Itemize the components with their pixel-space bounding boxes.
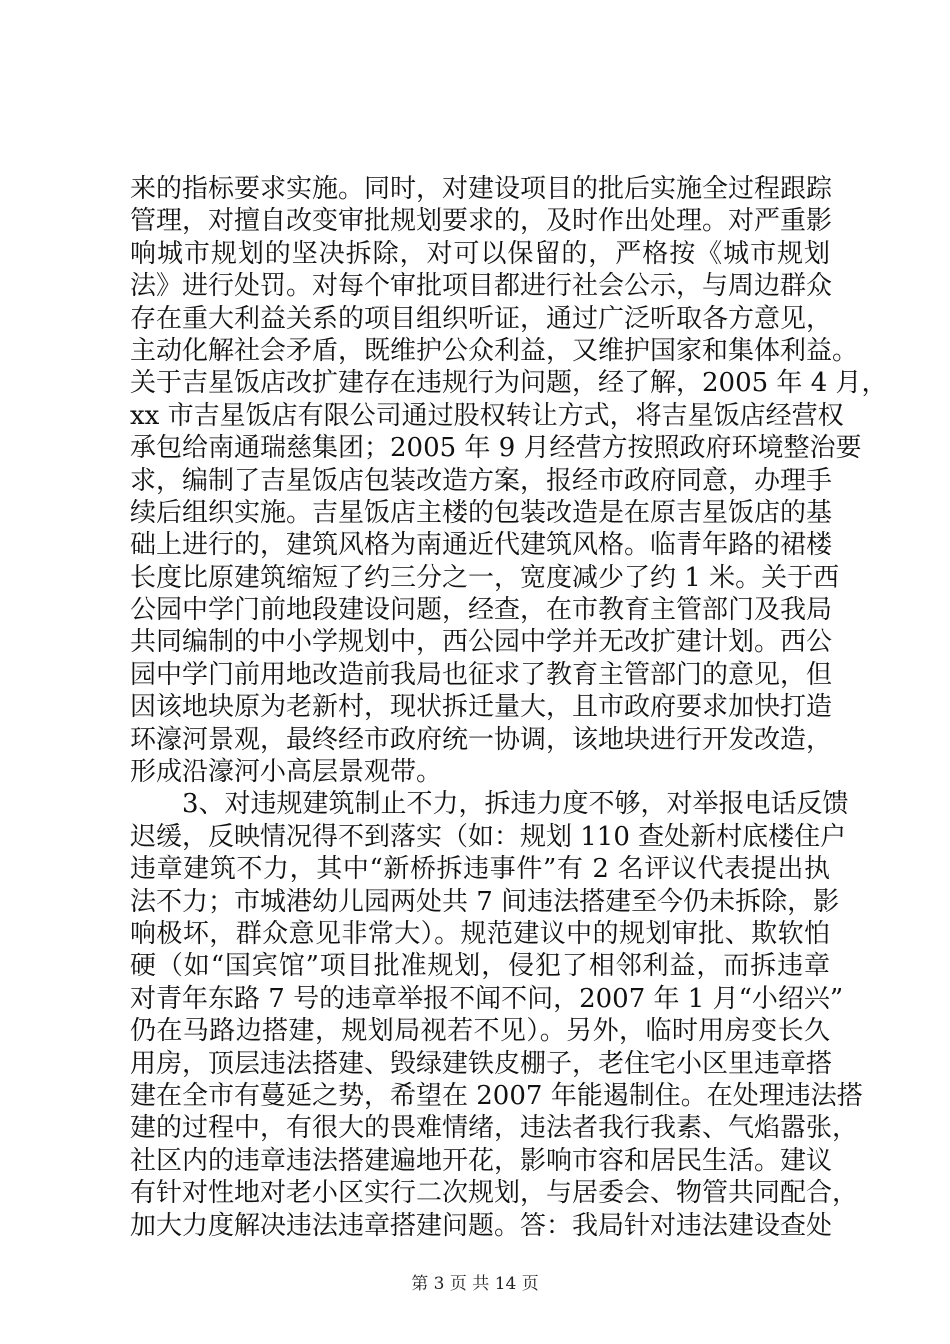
- text-line: 来的指标要求实施。同时，对建设项目的批后实施全过程跟踪: [130, 174, 833, 204]
- text-line: 因该地块原为老新村，现状拆迁量大，且市政府要求加快打造: [130, 692, 833, 723]
- document-body: [130, 173, 888, 1242]
- text-line: 园中学门前用地改造前我局也征求了教育主管部门的意见，但: [130, 659, 833, 690]
- text-line: 建的过程中，有很大的畏难情绪，违法者我行我素、气焰嚣张，: [130, 1113, 859, 1144]
- text-line: 长度比原建筑缩短了约三分之一，宽度减少了约 1 米。关于西: [130, 562, 840, 593]
- text-line: 续后组织实施。吉星饭店主楼的包装改造是在原吉星饭店的基: [130, 497, 833, 528]
- text-line: xx 市吉星饭店有限公司通过股权转让方式，将吉星饭店经营权: [130, 400, 844, 431]
- text-line: 响城市规划的坚决拆除，对可以保留的，严格按《城市规划: [130, 238, 830, 269]
- text-line: 对青年东路 7 号的违章举报不闻不问，2007 年 1 月“小绍兴”: [130, 983, 844, 1014]
- text-line: 管理，对擅自改变审批规划要求的，及时作出处理。对严重影: [130, 206, 833, 237]
- text-line: 社区内的违章违法搭建遍地开花，影响市容和居民生活。建议: [130, 1145, 833, 1176]
- text-line: 加大力度解决违法违章搭建问题。答：我局针对违法建设查处: [130, 1210, 833, 1241]
- text-line: 仍在马路边搭建，规划局视若不见）。另外，临时用房变长久: [130, 1016, 830, 1047]
- text-line: 有针对性地对老小区实行二次规划，与居委会、物管共同配合，: [130, 1178, 859, 1209]
- text-line: 承包给南通瑞慈集团；2005 年 9 月经营方按照政府环境整治要: [130, 433, 862, 464]
- page-footer: [0, 1274, 950, 1294]
- text-line: 3、对违规建筑制止不力，拆违力度不够，对举报电话反馈: [182, 789, 849, 820]
- text-line: 形成沿濠河小高层景观带。: [130, 757, 443, 788]
- text-line: 公园中学门前地段建设问题，经查，在市教育主管部门及我局: [130, 595, 833, 626]
- text-line: 主动化解社会矛盾，既维护公众利益，又维护国家和集体利益。: [130, 335, 859, 366]
- text-line: 硬（如“国宾馆”项目批准规划，侵犯了相邻利益，而拆违章: [130, 951, 830, 982]
- text-line: 法》进行处罚。对每个审批项目都进行社会公示，与周边群众: [130, 271, 833, 302]
- text-line: 关于吉星饭店改扩建存在违规行为问题，经了解，2005 年 4 月，: [130, 368, 888, 399]
- text-line: 存在重大利益关系的项目组织听证，通过广泛听取各方意见，: [130, 303, 833, 334]
- text-line: 共同编制的中小学规划中，西公园中学并无改扩建计划。西公: [130, 627, 833, 658]
- text-line: 法不力；市城港幼儿园两处共 7 间违法搭建至今仍未拆除，影: [130, 886, 840, 917]
- text-line: 用房，顶层违法搭建、毁绿建铁皮棚子，老住宅小区里违章搭: [130, 1048, 833, 1079]
- text-line: 响极坏，群众意见非常大）。规范建议中的规划审批、欺软怕: [130, 918, 830, 949]
- text-line: 建在全市有蔓延之势，希望在 2007 年能遏制住。在处理违法搭: [130, 1080, 863, 1111]
- text-line: 迟缓，反映情况得不到落实（如：规划 110 查处新村底楼住户: [130, 821, 847, 852]
- text-line: 础上进行的，建筑风格为南通近代建筑风格。临青年路的裙楼: [130, 530, 833, 561]
- text-line: 求，编制了吉星饭店包装改造方案，报经市政府同意，办理手: [130, 465, 833, 496]
- paragraph-1: [130, 173, 888, 788]
- page-number-label: 第 3 页 共 14 页: [411, 1274, 539, 1294]
- paragraph-2: [130, 788, 863, 1241]
- text-line: 违章建筑不力，其中“新桥拆违事件”有 2 名评议代表提出执: [130, 854, 830, 885]
- text-line: 环濠河景观，最终经市政府统一协调，该地块进行开发改造，: [130, 724, 833, 755]
